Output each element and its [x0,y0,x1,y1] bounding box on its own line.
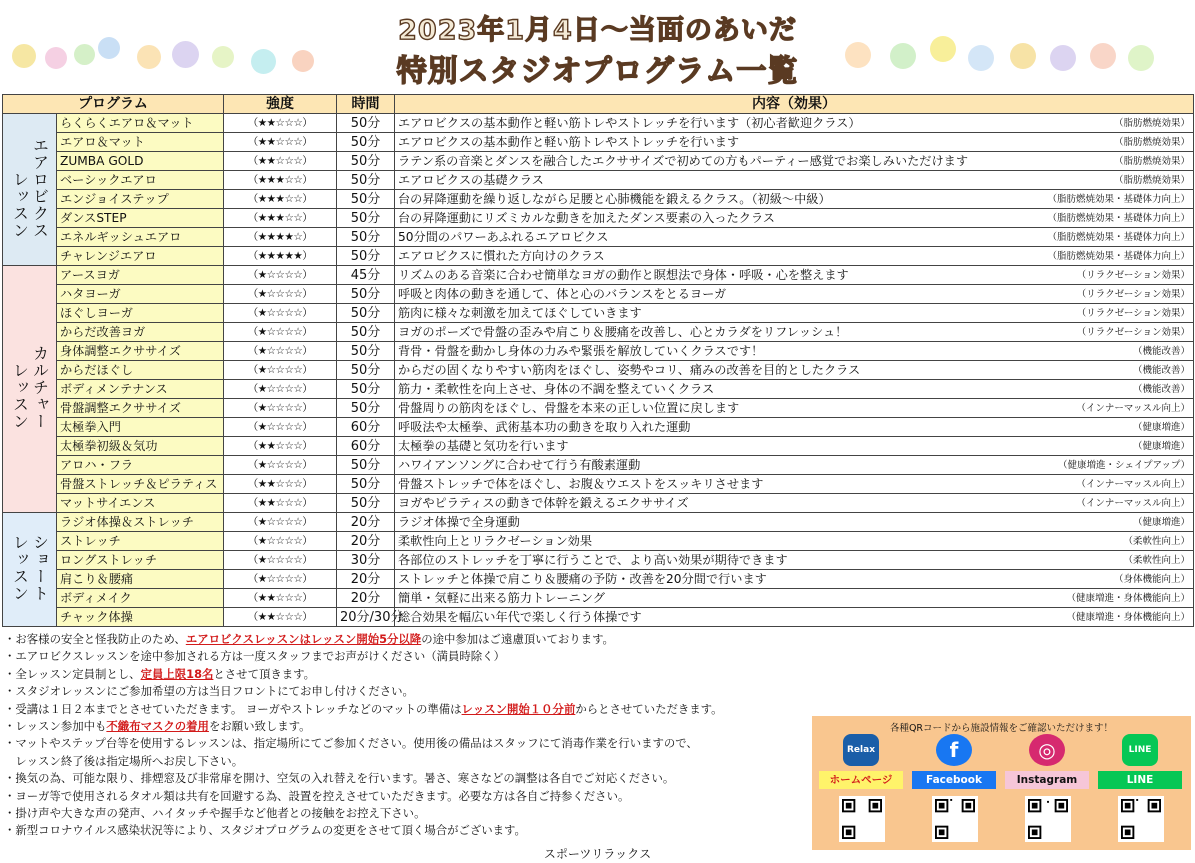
table-row [3,228,1194,247]
program-name: アロハ・フラ [57,456,224,475]
description-cell [395,247,1194,266]
note-text: をお願い致します。 [208,719,311,734]
qr-item-instagram[interactable] [1005,734,1089,846]
table-row [3,171,1194,190]
duration: 50分 [337,323,395,342]
description-cell [395,285,1194,304]
duration: 50分 [337,399,395,418]
qr-item-facebook[interactable] [912,734,996,846]
description: 背骨・骨盤を動かし身体の力みや緊張を解放していくクラスです！ [398,343,764,358]
qr-code-panel [812,716,1191,850]
qr-item-relax-logo[interactable] [819,734,903,846]
description: 骨盤周りの筋肉をほぐし、骨盤を本来の正しい位置に戻します [398,400,740,415]
effect-label: （脂肪燃焼効果） [1111,115,1190,132]
description-cell [395,589,1194,608]
duration: 20分 [337,589,395,608]
intensity-rating: （★☆☆☆☆） [224,418,337,437]
program-name: ダンスSTEP [57,209,224,228]
description: からだの固くなりやすい筋肉をほぐし、姿勢やコリ、痛みの改善を目的としたクラス [398,362,861,377]
description: 簡単・気軽に出来る筋力トレーニング [398,590,605,605]
effect-label: （機能改善） [1130,362,1190,379]
table-row [3,133,1194,152]
description: ラジオ体操で全身運動 [398,514,520,529]
effect-label: （リラクゼーション効果） [1074,286,1190,303]
duration: 30分 [337,551,395,570]
table-row [3,323,1194,342]
description: ヨガのポーズで骨盤の歪みや肩こり＆腰痛を改善し、心とカラダをリフレッシュ！ [398,324,848,339]
description: エアロビクスに慣れた方向けのクラス [398,248,605,263]
intensity-rating: （★★★☆☆） [224,190,337,209]
effect-label: （機能改善） [1130,343,1190,360]
table-header-row [3,95,1194,114]
intensity-rating: （★★★★☆） [224,228,337,247]
duration: 50分 [337,380,395,399]
program-name: マットサイエンス [57,494,224,513]
description: 柔軟性向上とリラクゼーション効果 [398,533,593,548]
duration: 20分/30分 [337,608,395,627]
qr-panel-heading: 各種QRコードから施設情報をご確認いただけます！ [889,723,1114,734]
duration: 50分 [337,475,395,494]
note-text: ・新型コロナウイルス感染状況等により、スタジオプログラムの変更をさせて頂く場合がございます。 [4,823,526,838]
category-suffix: レッスン [10,534,30,602]
effect-label: （脂肪燃焼効果・基礎体力向上） [1044,191,1190,208]
facebook-icon: f [936,734,972,766]
relax-logo-icon: Relax [843,734,879,766]
program-name: からだ改善ヨガ [57,323,224,342]
description: 50分間のパワーあふれるエアロビクス [398,229,609,244]
effect-label: （脂肪燃焼効果） [1111,134,1190,151]
intensity-rating: （★★☆☆☆） [224,437,337,456]
note-item [4,648,804,665]
effect-label: （インナーマッスル向上） [1073,400,1190,417]
description-cell [395,570,1194,589]
note-text: ・スタジオレッスンにご参加希望の方は当日フロントにてお申し付けください。 [4,684,414,699]
intensity-rating: （★☆☆☆☆） [224,551,337,570]
effect-label: （リラクゼーション効果） [1074,305,1190,322]
note-item [4,666,804,683]
effect-label: （リラクゼーション効果） [1074,267,1190,284]
duration: 50分 [337,152,395,171]
description: 台の昇降運動にリズミカルな動きを加えたダンス要素の入ったクラス [398,210,775,225]
description-cell [395,494,1194,513]
table-row [3,380,1194,399]
program-name: 骨盤ストレッチ＆ピラティス [57,475,224,494]
note-item [4,718,804,735]
effect-label: （健康増進） [1130,514,1190,531]
duration: 20分 [337,532,395,551]
description: ストレッチと体操で肩こり＆腰痛の予防・改善を20分間で行います [398,571,767,586]
description-cell [395,152,1194,171]
description-cell [395,209,1194,228]
description: 呼吸と肉体の動きを通して、体と心のバランスをとるヨーガ [398,286,727,301]
category-suffix: レッスン [10,171,30,239]
effect-label: （リラクゼーション効果） [1074,324,1190,341]
duration: 50分 [337,285,395,304]
program-name: ボディメイク [57,589,224,608]
intensity-rating: （★☆☆☆☆） [224,532,337,551]
category-name: ショート [30,534,50,602]
category-cell [3,266,57,513]
description: 筋力・柔軟性を向上させ、身体の不調を整えていくクラス [398,381,715,396]
qr-code[interactable] [932,796,978,842]
intensity-rating: （★☆☆☆☆） [224,304,337,323]
description-cell [395,380,1194,399]
description-cell [395,304,1194,323]
program-name: エネルギッシュエアロ [57,228,224,247]
qr-label: Instagram [1005,771,1089,789]
effect-label: （身体機能向上） [1111,571,1190,588]
effect-label: （健康増進・身体機能向上） [1063,590,1190,607]
note-text: ・換気の為、可能な限り、排煙窓及び非常扉を開け、空気の入れ替えを行います。暑さ、寒さなどの調整は各自でご対応ください。 [4,771,675,786]
note-highlight: エアロビクスレッスンはレッスン開始5分以降 [185,632,422,646]
table-row [3,589,1194,608]
program-name: 太極拳初級＆気功 [57,437,224,456]
note-text: ・ヨーガ等で使用されるタオル類は共有を回避する為、設置を控えさせていただきます。必要な方は各自ご持参ください。 [4,788,630,803]
effect-label: （健康増進） [1130,438,1190,455]
column-header-intensity: 強度 [224,95,337,114]
intensity-rating: （★★★☆☆） [224,209,337,228]
program-name: チャック体操 [57,608,224,627]
page-title: 特別スタジオプログラム一覧 [396,54,799,89]
footer-brand: スポーツリラックス [543,847,652,861]
description: エアロビクスの基本動作と軽い筋トレやストレッチを行います [398,134,740,149]
intensity-rating: （★☆☆☆☆） [224,342,337,361]
program-name: 骨盤調整エクササイズ [57,399,224,418]
note-text: レッスン終了後は指定場所へお戻し下さい。 [4,753,244,768]
qr-code[interactable] [1025,796,1071,842]
category-name: カルチャー [30,345,50,430]
effect-label: （インナーマッスル向上） [1073,476,1190,493]
description: 太極拳の基礎と気功を行います [398,438,569,453]
effect-label: （健康増進・身体機能向上） [1063,609,1190,626]
description-cell [395,342,1194,361]
description: エアロビクスの基本動作と軽い筋トレやストレッチを行います（初心者歓迎クラス） [398,115,861,130]
duration: 50分 [337,247,395,266]
table-row [3,190,1194,209]
duration: 50分 [337,114,395,133]
description: リズムのある音楽に合わせ簡単なヨガの動作と瞑想法で身体・呼吸・心を整えます [398,267,849,282]
table-row [3,361,1194,380]
intensity-rating: （★★★★★） [224,247,337,266]
description-cell [395,551,1194,570]
table-row [3,266,1194,285]
intensity-rating: （★☆☆☆☆） [224,456,337,475]
program-name: アースヨガ [57,266,224,285]
program-name: エアロ＆マット [57,133,224,152]
duration: 45分 [337,266,395,285]
description-cell [395,114,1194,133]
description-cell [395,513,1194,532]
intensity-rating: （★☆☆☆☆） [224,323,337,342]
effect-label: （脂肪燃焼効果） [1111,172,1190,189]
table-row [3,494,1194,513]
description-cell [395,418,1194,437]
duration: 50分 [337,304,395,323]
intensity-rating: （★☆☆☆☆） [224,380,337,399]
effect-label: （脂肪燃焼効果） [1111,153,1190,170]
line-icon: LINE [1122,734,1158,766]
duration: 50分 [337,494,395,513]
note-item [4,822,804,839]
program-name: ベーシックエアロ [57,171,224,190]
note-text: ・お客様の安全と怪我防止のため、 [4,632,186,646]
table-row [3,608,1194,627]
duration: 50分 [337,209,395,228]
intensity-rating: （★★☆☆☆） [224,133,337,152]
description: 骨盤ストレッチで体をほぐし、お腹＆ウエストをスッキリさせます [398,476,764,491]
effect-label: （脂肪燃焼効果・基礎体力向上） [1044,229,1190,246]
description-cell [395,266,1194,285]
note-item [4,631,804,648]
note-highlight: 定員上限18名 [140,666,214,681]
program-name: ロングストレッチ [57,551,224,570]
description: 呼吸法や太極拳、武術基本功の動きを取り入れた運動 [398,419,691,434]
table-row [3,475,1194,494]
table-row [3,456,1194,475]
note-item [4,805,804,822]
effect-label: （機能改善） [1130,381,1190,398]
column-header-content: 内容（効果） [395,95,1194,114]
category-name: エアロビクス [30,137,50,239]
program-name: らくらくエアロ＆マット [57,114,224,133]
duration: 50分 [337,133,395,152]
note-highlight: レッスン開始１０分前 [461,701,576,716]
description-cell [395,361,1194,380]
description: 総合効果を幅広い年代で楽しく行う体操です [398,609,642,624]
note-text: ・受講は１日２本までとさせていただきます。 ヨーガやストレッチなどのマットの準備は [4,701,462,716]
intensity-rating: （★★☆☆☆） [224,589,337,608]
program-name: ハタヨーガ [57,285,224,304]
intensity-rating: （★☆☆☆☆） [224,266,337,285]
table-row [3,247,1194,266]
description-cell [395,532,1194,551]
table-row [3,304,1194,323]
description-cell [395,190,1194,209]
table-row [3,152,1194,171]
category-cell [3,114,57,266]
program-name: ラジオ体操＆ストレッチ [57,513,224,532]
table-body [3,114,1194,627]
note-item [4,770,804,787]
note-item [4,701,804,718]
effect-label: （インナーマッスル向上） [1073,495,1190,512]
duration: 50分 [337,361,395,380]
note-item [4,753,804,770]
intensity-rating: （★★☆☆☆） [224,475,337,494]
note-highlight: 不織布マスクの着用 [106,719,209,734]
table-row [3,437,1194,456]
page-title-date: 2023年1月4日～当面のあいだ [398,15,797,46]
table-row [3,114,1194,133]
program-name: ボディメンテナンス [57,380,224,399]
qr-code[interactable] [839,796,885,842]
description: エアロビクスの基礎クラス [398,172,544,187]
program-name: 身体調整エクササイズ [57,342,224,361]
description-cell [395,608,1194,627]
duration: 20分 [337,513,395,532]
description: ラテン系の音楽とダンスを融合したエクササイズで初めての方もパーティー感覚でお楽しみいただけます [398,153,969,168]
duration: 50分 [337,342,395,361]
instagram-icon: ◎ [1029,734,1065,766]
intensity-rating: （★☆☆☆☆） [224,570,337,589]
intensity-rating: （★☆☆☆☆） [224,513,337,532]
intensity-rating: （★★☆☆☆） [224,608,337,627]
intensity-rating: （★☆☆☆☆） [224,399,337,418]
program-name: 太極拳入門 [57,418,224,437]
intensity-rating: （★☆☆☆☆） [224,285,337,304]
intensity-rating: （★☆☆☆☆） [224,361,337,380]
description: 筋肉に様々な刺激を加えてほぐしていきます [398,305,642,320]
program-name: エンジョイステップ [57,190,224,209]
table-row [3,532,1194,551]
note-item [4,683,804,700]
note-text: の途中参加はご遠慮頂いております。 [421,632,614,646]
table-row [3,418,1194,437]
note-item [4,788,804,805]
description-cell [395,228,1194,247]
table-row [3,513,1194,532]
effect-label: （脂肪燃焼効果・基礎体力向上） [1044,248,1190,265]
note-text: ・掛け声や大きな声の発声、ハイタッチや握手など他者との接触をお控え下さい。 [4,806,426,821]
note-text: からとさせていただきます。 [575,701,723,716]
description-cell [395,399,1194,418]
qr-code[interactable] [1118,796,1164,842]
program-name: ほぐしヨーガ [57,304,224,323]
program-name: ストレッチ [57,532,224,551]
description-cell [395,171,1194,190]
qr-label: LINE [1098,771,1182,789]
duration: 60分 [337,418,395,437]
qr-label: ホームページ [819,771,903,789]
description-cell [395,133,1194,152]
effect-label: （健康増進・シェイプアップ） [1055,457,1190,474]
table-row [3,551,1194,570]
note-text: ・全レッスン定員制とし、 [4,666,141,681]
duration: 50分 [337,171,395,190]
duration: 20分 [337,570,395,589]
description: 台の昇降運動を繰り返しながら足腰と心肺機能を鍛えるクラス。（初級～中級） [398,191,831,206]
description: ヨガやピラティスの動きで体幹を鍛えるエクササイズ [398,495,689,510]
program-name: からだほぐし [57,361,224,380]
note-text: とさせて頂きます。 [213,666,315,681]
note-item [4,735,804,752]
qr-item-line[interactable] [1098,734,1182,846]
column-header-time: 時間 [337,95,395,114]
notes-list [4,631,804,840]
category-suffix: レッスン [10,362,30,430]
program-schedule-table [2,94,1194,627]
note-text: ・エアロビクスレッスンを途中参加される方は一度スタッフまでお声がけください（満員時除く） [4,649,505,664]
description-cell [395,323,1194,342]
page-header [0,0,1195,92]
description-cell [395,475,1194,494]
table-row [3,285,1194,304]
intensity-rating: （★★☆☆☆） [224,114,337,133]
duration: 60分 [337,437,395,456]
column-header-program: プログラム [3,95,224,114]
intensity-rating: （★★★☆☆） [224,171,337,190]
effect-label: （脂肪燃焼効果・基礎体力向上） [1044,210,1190,227]
program-name: ZUMBA GOLD [57,152,224,171]
duration: 50分 [337,228,395,247]
note-text: ・マットやステップ台等を使用するレッスンは、指定場所にてご参加ください。使用後の備品はスタッフにて消毒作業を行いますので、 [4,736,698,751]
program-name: 肩こり＆腰痛 [57,570,224,589]
description-cell [395,437,1194,456]
note-text: ・レッスン参加中も [4,719,107,734]
table-row [3,399,1194,418]
category-cell [3,513,57,627]
description: 各部位のストレッチを丁寧に行うことで、より高い効果が期待できます [398,552,788,567]
intensity-rating: （★★☆☆☆） [224,494,337,513]
effect-label: （健康増進） [1130,419,1190,436]
effect-label: （柔軟性向上） [1120,533,1190,550]
effect-label: （柔軟性向上） [1120,552,1190,569]
program-name: チャレンジエアロ [57,247,224,266]
table-row [3,342,1194,361]
duration: 50分 [337,190,395,209]
qr-label: Facebook [912,771,996,789]
table-row [3,570,1194,589]
table-row [3,209,1194,228]
description-cell [395,456,1194,475]
description: ハワイアンソングに合わせて行う有酸素運動 [398,457,641,472]
intensity-rating: （★★☆☆☆） [224,152,337,171]
duration: 50分 [337,456,395,475]
